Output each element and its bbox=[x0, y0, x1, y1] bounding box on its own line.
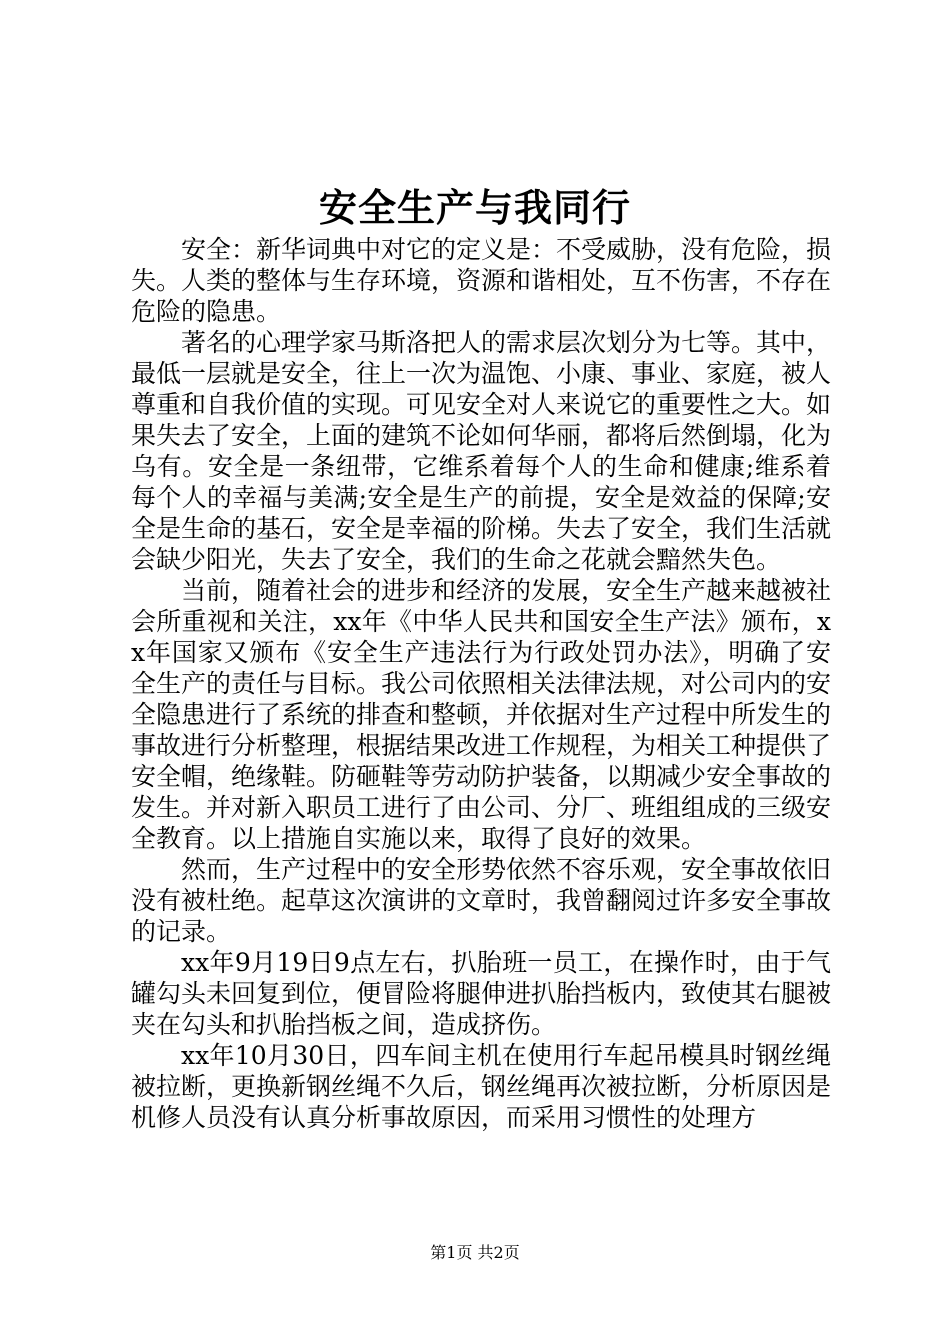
paragraph: 当前，随着社会的进步和经济的发展，安全生产越来越被社会所重视和关注，xx年《中华人民共和国安全生产法》颁布，xx年国家又颁布《安全生产违法行为行政处罚办法》，明确了安全生产的责任与目标。我公司依照相关法律法规，对公司内的安全隐患进行了系统的排查和整顿，并依据对生产过程中所发生的事故进行分析整理，根据结果改进工作规程，为相关工种提供了安全帽，绝缘鞋。防砸鞋等劳动防护装备，以期减少安全事故的发生。并对新入职员工进行了由公司、分厂、班组组成的三级安全教育。以上措施自实施以来，取得了良好的效果。 bbox=[131, 576, 832, 853]
page-footer: 第1页 共2页 bbox=[430, 1243, 520, 1262]
paragraph: 著名的心理学家马斯洛把人的需求层次划分为七等。其中，最低一层就是安全，往上一次为温饱、小康、事业、家庭，被人尊重和自我价值的实现。可见安全对人来说它的重要性之大。如果失去了安全，上面的建筑不论如何华丽，都将后然倒塌，化为乌有。安全是一条纽带，它维系着每个人的生命和健康;维系着每个人的幸福与美满;安全是生产的前提，安全是效益的保障;安全是生命的基石，安全是幸福的阶梯。失去了安全，我们生活就会缺少阳光，失去了安全，我们的生命之花就会黯然失色。 bbox=[131, 328, 832, 574]
paragraph: 然而，生产过程中的安全形势依然不容乐观，安全事故依旧没有被杜绝。起草这次演讲的文章时，我曾翻阅过许多安全事故的记录。 bbox=[131, 855, 832, 946]
paragraph: xx年9月19日9点左右，扒胎班一员工，在操作时，由于气罐勾头未回复到位，便冒险将腿伸进扒胎挡板内，致使其右腿被夹在勾头和扒胎挡板之间，造成挤伤。 bbox=[131, 948, 832, 1039]
paragraph: 安全：新华词典中对它的定义是：不受威胁，没有危险，损失。人类的整体与生存环境，资源和谐相处，互不伤害，不存在危险的隐患。 bbox=[131, 235, 832, 326]
document-body bbox=[131, 234, 831, 1133]
paragraph: xx年10月30日，四车间主机在使用行车起吊模具时钢丝绳被拉断，更换新钢丝绳不久后，钢丝绳再次被拉断，分析原因是机修人员没有认真分析事故原因，而采用习惯性的处理方 bbox=[131, 1041, 832, 1132]
page-title: 安全生产与我同行 bbox=[318, 185, 631, 230]
